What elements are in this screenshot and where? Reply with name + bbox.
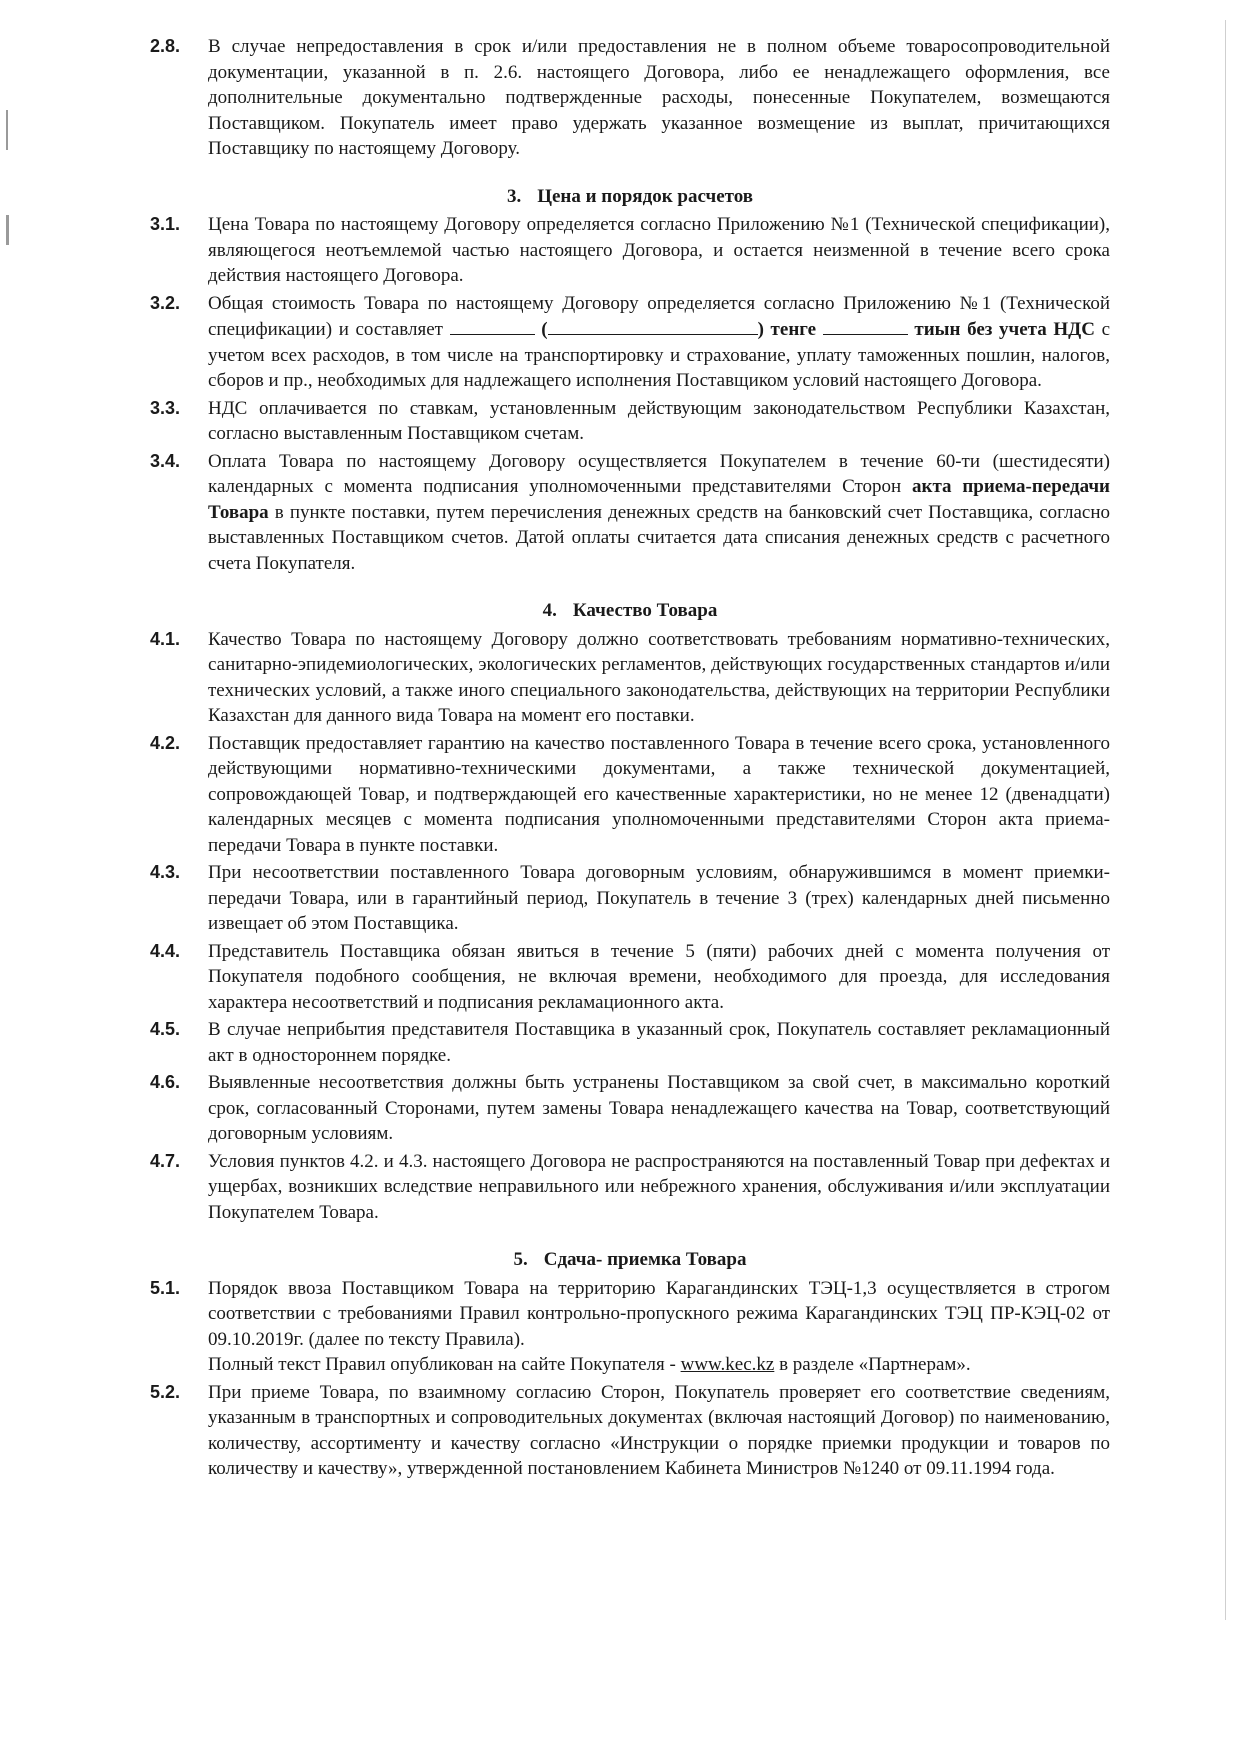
website-link[interactable]: www.kec.kz [680, 1354, 775, 1375]
clause-number: 4.5. [150, 1019, 181, 1039]
paren-close: ) тенге [757, 319, 817, 340]
clause-3-4 [150, 449, 1110, 577]
clause-text: Цена Товара по настоящему Договору определяется согласно Приложению №1 (Технической спецификации), являющегося неотъемлемой частью настоящего Договора, и остается неизменной в течение всего срока действия настоящего Договора. [208, 214, 1110, 286]
paren-open: ( [541, 319, 548, 340]
clause-4-5 [150, 1017, 1110, 1068]
clause-5-2 [150, 1380, 1110, 1482]
clause-text: Качество Товара по настоящему Договору должно соответствовать требованиям нормативно-технических, санитарно-эпидемиологических, экологических регламентов, действующих государственных стандартов и/или технических условий, а также иного специального законодательства, действующих на территории Республики Казахстан для данного вида Товара на момент его поставки. [208, 628, 1110, 726]
scan-artifact [6, 215, 9, 245]
clause-text: При приеме Товара, по взаимному согласию Сторон, Покупатель проверяет его соответствие сведениям, указанным в транспортных и сопроводительных документах (включая настоящий Договор) по наименованию, количеству, ассортименту и качеству согласно «Инструкции о порядке приемки продукции и товаров по количеству и качеству», утвержденной постановлением Кабинета Министров №1240 от 09.11.1994 года. [208, 1381, 1110, 1479]
scan-artifact [1225, 20, 1226, 1620]
section-5-heading [150, 1247, 1110, 1273]
clause-number: 5.2. [150, 1381, 181, 1402]
section-number: 5. [513, 1249, 528, 1270]
clause-number: 3.3. [150, 397, 181, 418]
clause-number: 4.3. [150, 862, 181, 882]
section-title: Качество Товара [572, 600, 718, 621]
clause-text: В случае неприбытия представителя Поставщика в указанный срок, Покупатель составляет рекламационный акт в одностороннем порядке. [208, 1019, 1110, 1066]
clause-number: 2.8. [150, 36, 181, 56]
clause-text: Порядок ввоза Поставщиком Товара на территорию Карагандинских ТЭЦ-1,3 осуществляется в строгом соответствии с требованиями Правил контрольно-пропускного режима Карагандинских ТЭЦ ПР-КЭЦ-02 от 09.10.2019г. (далее по тексту Правила). [208, 1277, 1110, 1350]
clause-4-3 [150, 860, 1110, 937]
clause-number: 3.4. [150, 450, 181, 471]
clause-number: 4.1. [150, 628, 181, 649]
clause-text: В случае непредоставления в срок и/или предоставления не в полном объеме товаросопроводительной документации, указанной в п. 2.6. настоящего Договора, либо ее ненадлежащего оформления, все дополнительные документально подтвержденные расходы, понесенные Покупателем, возмещаются Поставщиком. Покупатель имеет право удержать указанное возмещение из выплат, причитающихся Поставщику по настоящему Договору. [208, 36, 1110, 159]
clause-text: Выявленные несоответствия должны быть устранены Поставщиком за свой счет, в максимально короткий срок, согласованный Сторонами, путем замены Товара ненадлежащего качества на Товар, соответствующий договорным условиям. [208, 1072, 1110, 1144]
clause-text: При несоответствии поставленного Товара договорным условиям, обнаружившимся в момент приемки-передачи Товара, или в гарантийный период, Покупатель в течение 3 (трех) календарных дней письменно извещает об этом Поставщика. [208, 862, 1110, 934]
clause-text: в разделе «Партнерам». [779, 1354, 971, 1375]
clause-text: Условия пунктов 4.2. и 4.3. настоящего Договора не распространяются на поставленный Товар при дефектах и ущербах, возникших вследствие неправильного или небрежного хранения, обслуживания и/или эксплуатации Покупателем Товара. [208, 1150, 1110, 1223]
clause-text: с учетом всех расходов, в том числе на транспортировку и страхование, уплату таможенных пошлин, налогов, сборов и пр., необходимых для надлежащего исполнения Поставщиком условий настоящего Договора. [208, 319, 1111, 391]
clause-4-4 [150, 939, 1110, 1016]
clause-bold-text: тиын без учета НДС [914, 319, 1095, 340]
section-title: Цена и порядок расчетов [537, 185, 754, 207]
clause-3-2 [150, 291, 1110, 394]
clause-number: 4.7. [150, 1150, 181, 1171]
scan-artifact [6, 110, 8, 150]
document-body [150, 34, 1110, 1484]
clause-number: 5.1. [150, 1277, 181, 1298]
clause-text: Представитель Поставщика обязан явиться в течение 5 (пяти) рабочих дней с момента получения от Покупателя подобного сообщения, не включая времени, необходимого для проезда, для исследования характера несоответствий и подписания рекламационного акта. [208, 940, 1110, 1013]
clause-number: 3.1. [150, 214, 181, 234]
clause-text: Общая стоимость Товара по настоящему Договору определяется согласно Приложению №1 (Технической спецификации) и составляет [208, 292, 1110, 340]
clause-number: 4.6. [150, 1072, 181, 1092]
clause-number: 3.2. [150, 292, 181, 313]
amount-words-blank [548, 316, 758, 335]
clause-4-7 [150, 1149, 1110, 1226]
section-number: 4. [542, 600, 557, 621]
clause-text: НДС оплачивается по ставкам, установленным действующим законодательством Республики Казахстан, согласно выставленным Поставщиком счетам. [208, 397, 1110, 444]
clause-bold-text: акта приема-передачи Товара [208, 476, 1111, 523]
section-4-heading [150, 598, 1110, 624]
clause-4-1 [150, 627, 1110, 729]
section-title: Сдача- приемка Товара [543, 1249, 747, 1270]
clause-text: Полный текст Правил опубликован на сайте Покупателя - [208, 1354, 676, 1375]
section-3-heading [150, 184, 1110, 210]
tiyn-blank [823, 316, 908, 335]
clause-text: Поставщик предоставляет гарантию на качество поставленного Товара в течение всего срока, установленного действующими нормативно-техническими документами, а также технической документацией, сопровождающей Товар, и подтверждающей его качественные характеристики, но не менее 12 (двенадцати) календарных месяцев с момента подписания уполномоченными представителями Сторон акта приема-передачи Товара в пункте поставки. [208, 732, 1110, 856]
clause-number: 4.2. [150, 732, 181, 753]
clause-text: в пункте поставки, путем перечисления денежных средств на банковский счет Поставщика, согласно выставленных Поставщиком счетов. Датой оплаты считается дата списания денежных средств с расчетного счета Покупателя. [208, 501, 1110, 574]
section-number: 3. [506, 185, 522, 207]
clause-number: 4.4. [150, 940, 181, 961]
clause-4-2 [150, 731, 1110, 859]
clause-text: Оплата Товара по настоящему Договору осуществляется Покупателем в течение 60-ти (шестидесяти) календарных с момента подписания уполномоченными представителями Сторон [208, 450, 1110, 497]
clause-2-8 [150, 34, 1110, 162]
clause-3-3 [150, 396, 1110, 447]
amount-blank [450, 316, 535, 335]
clause-5-1 [150, 1276, 1110, 1378]
clause-4-6 [150, 1070, 1110, 1147]
clause-3-1 [150, 212, 1110, 289]
